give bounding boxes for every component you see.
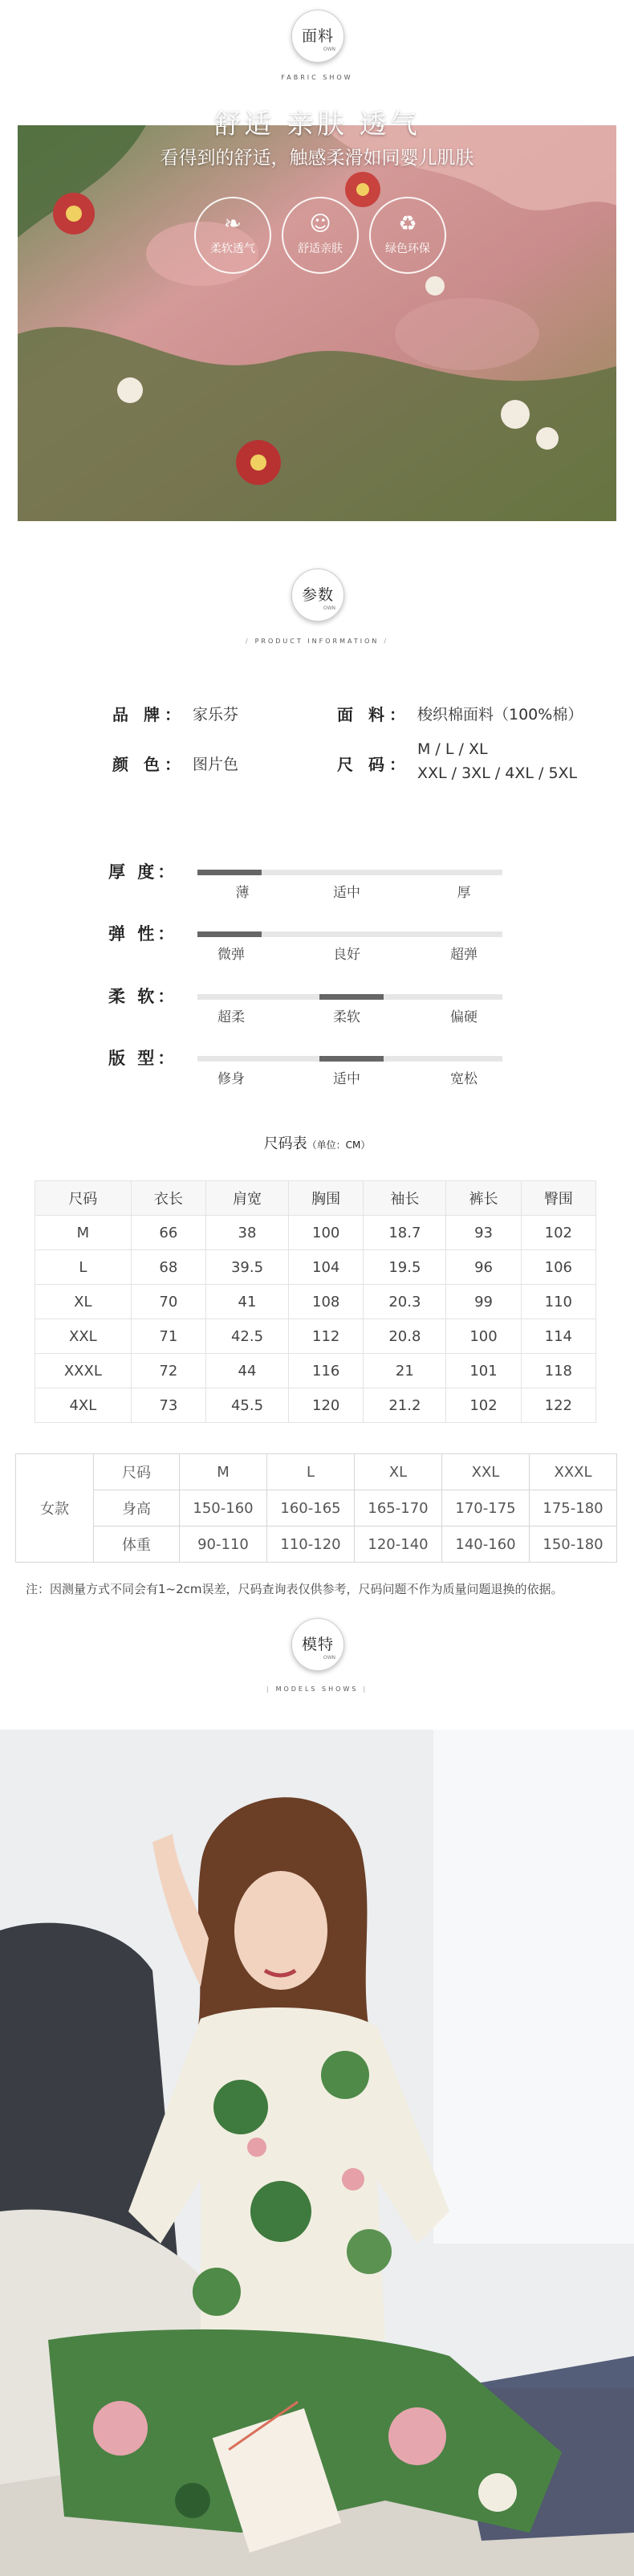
table-cell: 112: [289, 1319, 364, 1354]
table-cell: 120-140: [355, 1526, 442, 1563]
table-cell: 100: [289, 1216, 364, 1250]
skin-icon: ☺: [309, 212, 331, 236]
size-table: [35, 1180, 596, 1423]
table-cell: 96: [446, 1250, 521, 1285]
color-value: 图片色: [193, 756, 239, 773]
table-cell: 66: [131, 1216, 205, 1250]
fabric-subtitle-text: FABRIC SHOW: [281, 74, 353, 81]
softness-bar: [197, 994, 502, 1000]
fabric-badge: [291, 10, 344, 63]
table-cell: 106: [521, 1250, 595, 1285]
table-cell: 160-165: [267, 1490, 355, 1526]
model-badge-small: OWN: [323, 1655, 335, 1661]
table-cell: 72: [131, 1354, 205, 1388]
feature-label: 绿色环保: [385, 243, 430, 255]
table-cell: 44: [205, 1354, 288, 1388]
params-badge-small: OWN: [323, 605, 335, 611]
size-cell: XXL: [35, 1319, 132, 1354]
table-cell: 118: [521, 1354, 595, 1388]
table-cell: 41: [205, 1285, 288, 1319]
table-cell: 170-175: [442, 1490, 530, 1526]
params-subtitle-text: PRODUCT INFORMATION: [254, 638, 380, 645]
size-value-line1: M / L / XL: [417, 740, 488, 758]
table-cell: 102: [521, 1216, 595, 1250]
table-cell: 150-160: [180, 1490, 267, 1526]
fabric-badge-small: OWN: [323, 47, 335, 52]
thickness-option: 薄: [235, 885, 250, 901]
model-photo: [0, 1730, 634, 2576]
header-cell: M: [180, 1454, 267, 1490]
header-cell: L: [267, 1454, 355, 1490]
fabric-subheadline: 看得到的舒适，触感柔滑如同婴儿肌肤: [160, 148, 474, 169]
elasticity-indicator: [197, 931, 262, 937]
table-cell: 120: [289, 1388, 364, 1423]
feature-soft-breathable: [194, 197, 271, 274]
table-cell: 165-170: [355, 1490, 442, 1526]
fit-option: 适中: [333, 1071, 360, 1087]
row-label: 身高: [94, 1490, 180, 1526]
table-cell: 102: [446, 1388, 521, 1423]
table-row: [35, 1319, 596, 1354]
fit-indicator: [319, 1056, 384, 1062]
brand-value: 家乐芬: [193, 706, 239, 723]
table-cell: 45.5: [205, 1388, 288, 1423]
elasticity-bar: [197, 931, 502, 937]
size-table-unit: （单位：CM）: [307, 1139, 371, 1151]
elasticity-option: 超弹: [450, 947, 478, 963]
elasticity-label: 弹 性：: [108, 924, 178, 944]
group-cell: 女款: [16, 1454, 94, 1563]
header-cell: XXXL: [530, 1454, 617, 1490]
table-cell: 100: [446, 1319, 521, 1354]
fabric-key: 面 料：: [337, 705, 410, 724]
table-row: [35, 1250, 596, 1285]
softness-option: 偏硬: [450, 1009, 478, 1025]
table-row: [35, 1354, 596, 1388]
fabric-hero-image: [18, 125, 616, 521]
table-cell: 73: [131, 1388, 205, 1423]
thickness-label: 厚 度：: [108, 862, 178, 882]
fit-option: 修身: [217, 1071, 245, 1087]
table-cell: 68: [131, 1250, 205, 1285]
thickness-bar: [197, 870, 502, 875]
header-cell: XXL: [442, 1454, 530, 1490]
header-cell: 胸围: [289, 1181, 364, 1216]
params-badge-title: 参数: [301, 586, 334, 604]
fit-label: 版 型：: [108, 1049, 178, 1068]
table-cell: 19.5: [364, 1250, 446, 1285]
size-table-title: [0, 1132, 634, 1153]
size-cell: M: [35, 1216, 132, 1250]
softness-indicator: [319, 994, 384, 1000]
feature-label: 柔软透气: [210, 243, 255, 255]
table-cell: 20.8: [364, 1319, 446, 1354]
softness-option: 柔软: [333, 1009, 360, 1025]
size-table-header: [35, 1181, 596, 1216]
model-illustration: [0, 1730, 634, 2576]
size-key: 尺 码：: [337, 755, 410, 774]
params-subtitle: / PRODUCT INFORMATION /: [245, 638, 389, 645]
color-key: 颜 色：: [112, 755, 185, 774]
women-height-weight-table: [15, 1453, 617, 1563]
size-cell: XL: [35, 1285, 132, 1319]
feature-label: 舒适亲肤: [298, 243, 343, 255]
softness-option: 超柔: [217, 1009, 245, 1025]
table-cell: 114: [521, 1319, 595, 1354]
feature-eco-friendly: [369, 197, 446, 274]
fit-option: 宽松: [450, 1071, 478, 1087]
recycle-icon: ♻: [398, 212, 417, 236]
softness-label: 柔 软：: [108, 987, 178, 1006]
table-cell: 101: [446, 1354, 521, 1388]
table-cell: 122: [521, 1388, 595, 1423]
table-row: [35, 1388, 596, 1423]
table-cell: 42.5: [205, 1319, 288, 1354]
table-cell: 21.2: [364, 1388, 446, 1423]
feather-icon: ❧: [224, 212, 242, 236]
table-cell: 90-110: [180, 1526, 267, 1563]
size-cell: 4XL: [35, 1388, 132, 1423]
header-cell: 衣长: [131, 1181, 205, 1216]
fabric-subtitle: [0, 74, 634, 81]
table-cell: 150-180: [530, 1526, 617, 1563]
table-cell: 20.3: [364, 1285, 446, 1319]
header-cell: 尺码: [35, 1181, 132, 1216]
table-cell: 116: [289, 1354, 364, 1388]
floral-fabric-illustration: [18, 125, 616, 521]
table-cell: 110-120: [267, 1526, 355, 1563]
model-badge-title: 模特: [301, 1636, 334, 1653]
table-row: [16, 1526, 617, 1563]
feature-skin-friendly: [282, 197, 359, 274]
table-cell: 108: [289, 1285, 364, 1319]
params-badge: [291, 569, 344, 622]
size-cell: L: [35, 1250, 132, 1285]
thickness-option: 厚: [457, 885, 471, 901]
table-row: [35, 1285, 596, 1319]
table-cell: 140-160: [442, 1526, 530, 1563]
elasticity-option: 良好: [333, 947, 360, 963]
table-cell: 99: [446, 1285, 521, 1319]
model-badge: [291, 1618, 344, 1671]
fabric-badge-title: 面料: [301, 27, 334, 45]
row-label: 体重: [94, 1526, 180, 1563]
table-cell: 39.5: [205, 1250, 288, 1285]
brand-key: 品 牌：: [112, 705, 185, 724]
size-value-line2: XXL / 3XL / 4XL / 5XL: [417, 764, 578, 782]
table-cell: 38: [205, 1216, 288, 1250]
table-cell: 93: [446, 1216, 521, 1250]
table-cell: 175-180: [530, 1490, 617, 1526]
fabric-value: 梭织棉面料（100%棉）: [417, 706, 583, 723]
size-note: 注：因测量方式不同会有1~2cm误差，尺码查询表仅供参考，尺码问题不作为质量问题退换的依据。: [26, 1582, 563, 1596]
thickness-indicator: [197, 870, 262, 875]
header-cell: 臀围: [521, 1181, 595, 1216]
table-cell: 104: [289, 1250, 364, 1285]
table-cell: 110: [521, 1285, 595, 1319]
elasticity-option: 微弹: [217, 947, 245, 963]
table-row: [16, 1490, 617, 1526]
model-subtitle: | MODELS SHOWS |: [266, 1685, 368, 1693]
size-cell: XXXL: [35, 1354, 132, 1388]
table-cell: 70: [131, 1285, 205, 1319]
model-subtitle-text: MODELS SHOWS: [275, 1685, 359, 1693]
fabric-headline: 舒适 亲肤 透气: [213, 108, 421, 141]
table-row: [16, 1454, 617, 1490]
header-cell: 袖长: [364, 1181, 446, 1216]
table-row: [35, 1216, 596, 1250]
header-cell: 肩宽: [205, 1181, 288, 1216]
header-cell: 尺码: [94, 1454, 180, 1490]
table-cell: 71: [131, 1319, 205, 1354]
size-table-title-text: 尺码表: [263, 1135, 307, 1152]
fit-bar: [197, 1056, 502, 1062]
header-cell: XL: [355, 1454, 442, 1490]
table-cell: 21: [364, 1354, 446, 1388]
table-cell: 18.7: [364, 1216, 446, 1250]
header-cell: 裤长: [446, 1181, 521, 1216]
thickness-option: 适中: [333, 885, 360, 901]
